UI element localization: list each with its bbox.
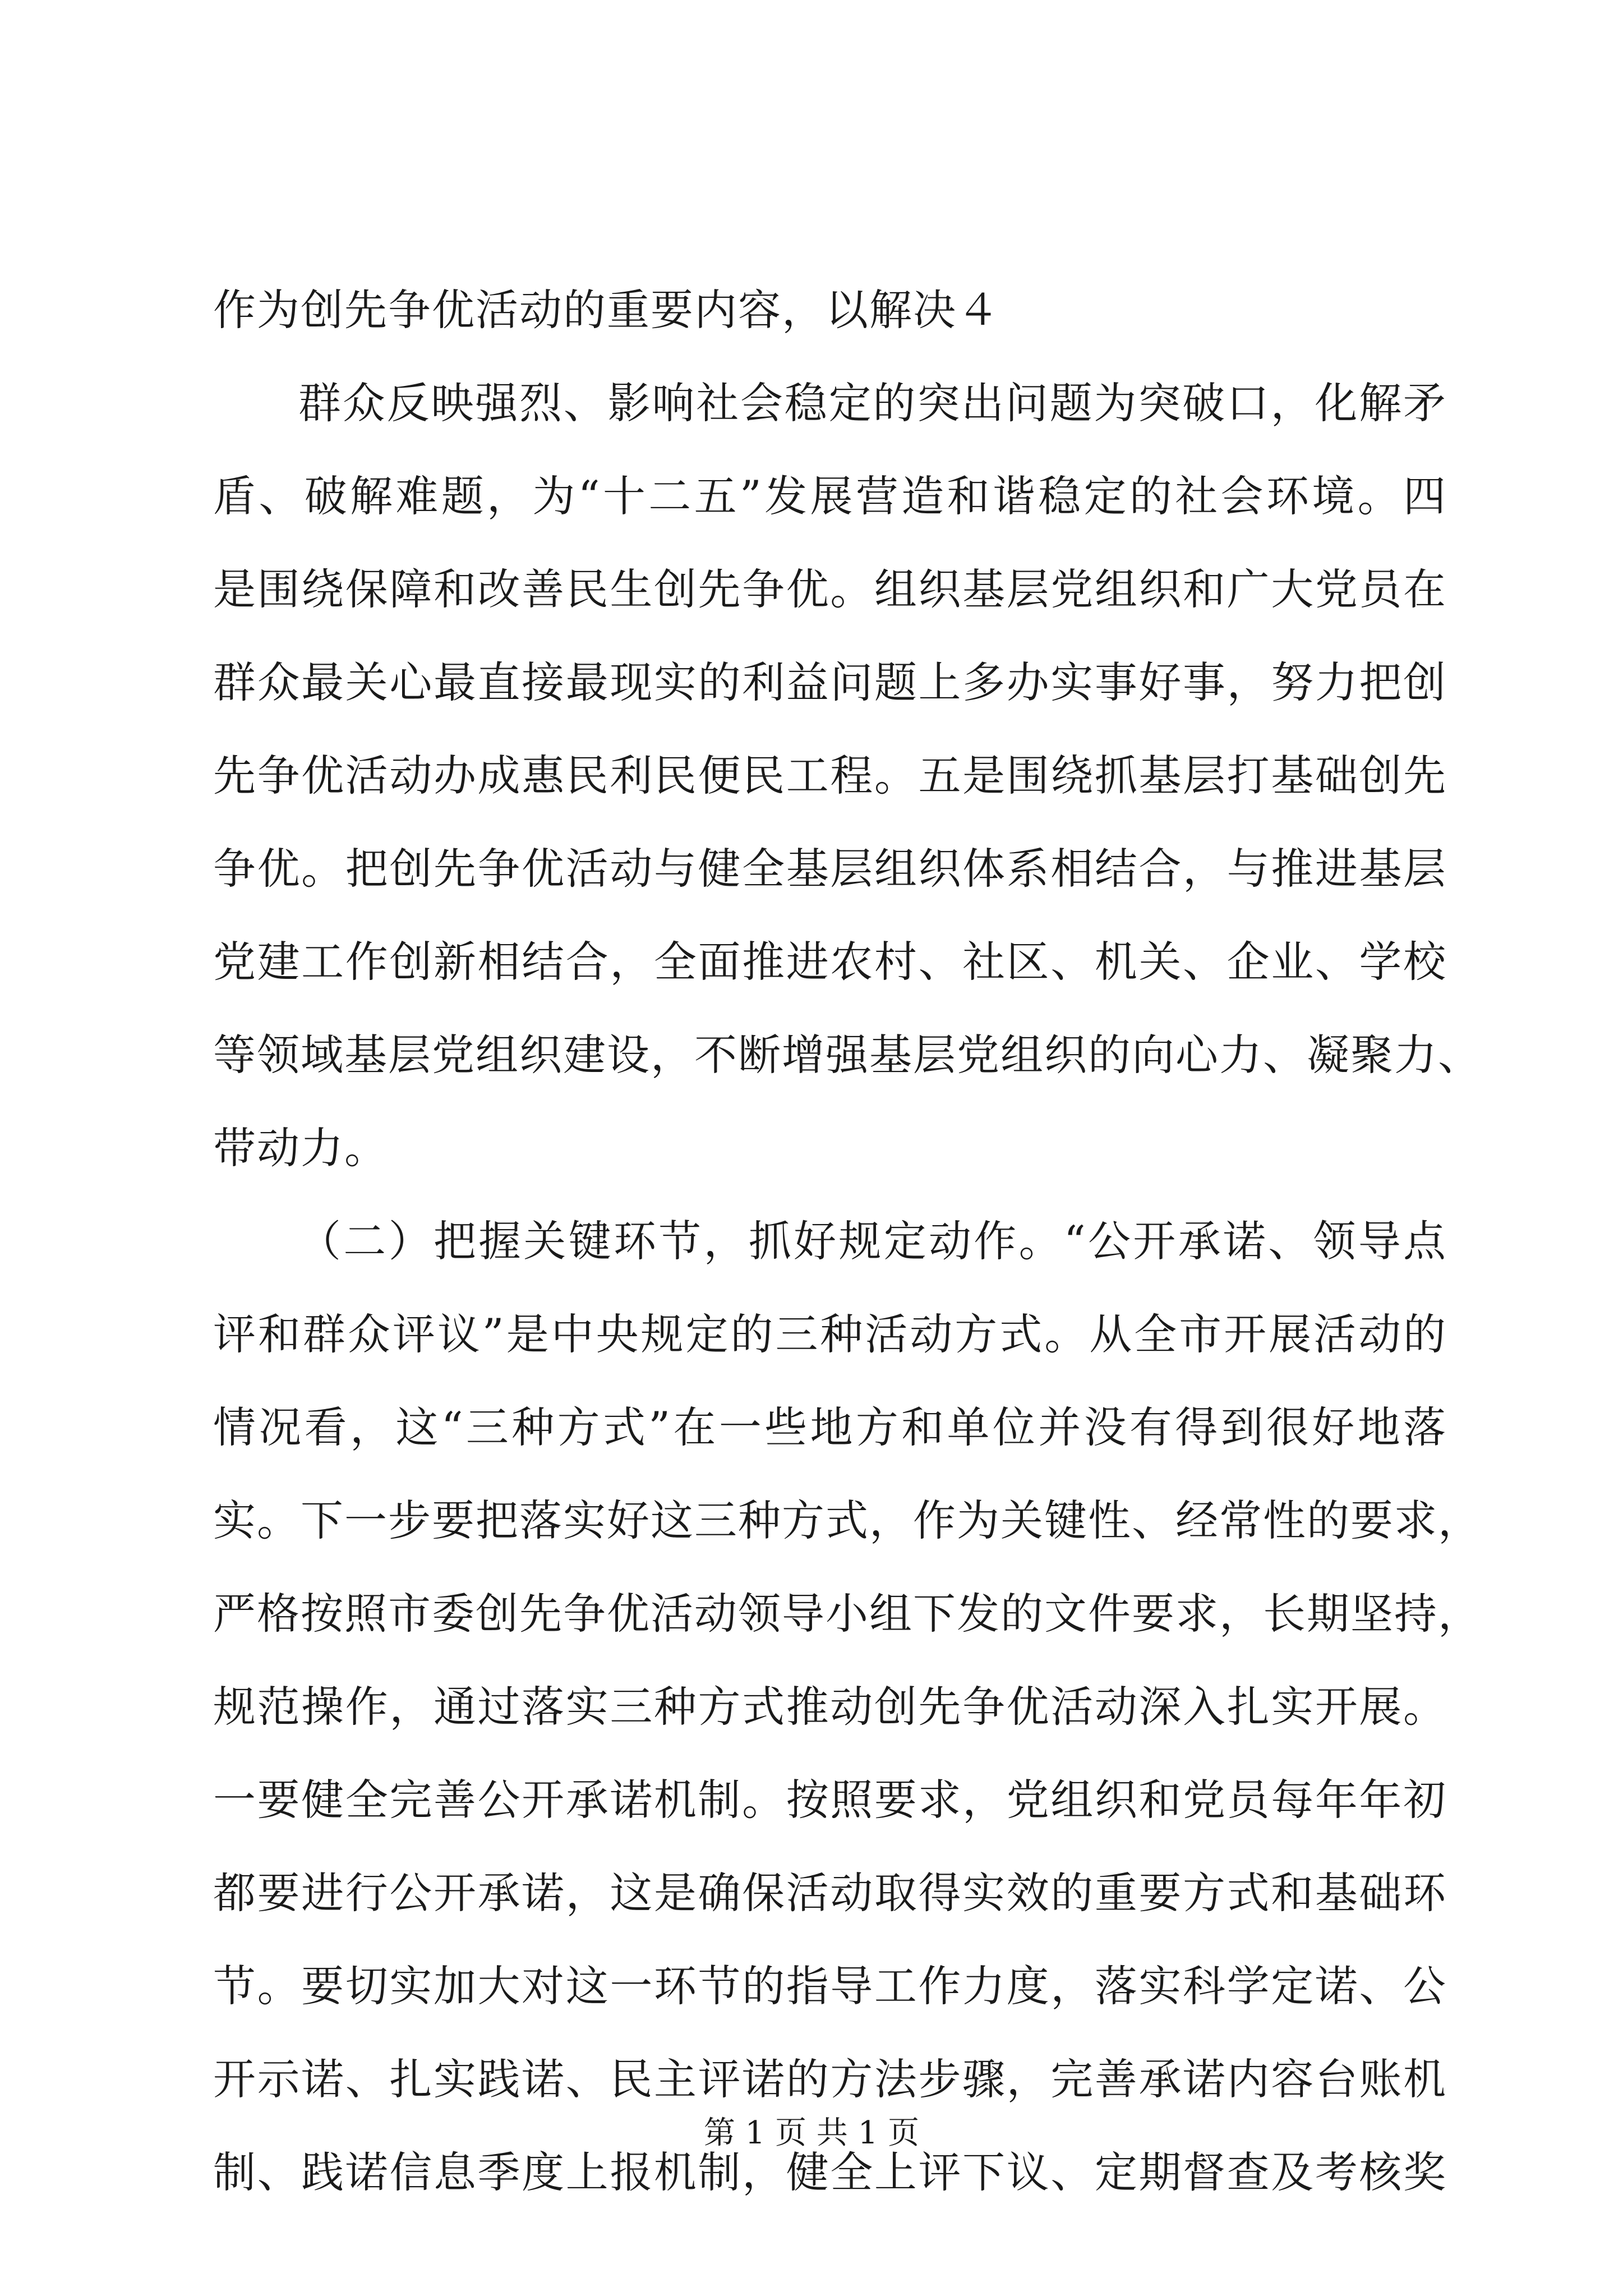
text-line: 党建工作创新相结合，全面推进农村、社区、机关、企业、学校 bbox=[213, 937, 1447, 987]
text-line: 节。要切实加大对这一环节的指导工作力度，落实科学定诺、公 bbox=[213, 1961, 1447, 2011]
text-line: 群众最关心最直接最现实的利益问题上多办实事好事，努力把创 bbox=[213, 657, 1447, 707]
text-line: 等领域基层党组织建设，不断增强基层党组织的向心力、凝聚力、 bbox=[213, 1030, 1482, 1080]
text-line: 盾、破解难题，为“十二五”发展营造和谐稳定的社会环境。四 bbox=[213, 471, 1447, 521]
text-line: 实。下一步要把落实好这三种方式，作为关键性、经常性的要求， bbox=[213, 1496, 1482, 1545]
text-line: 作为创先争优活动的重要内容，以解决４ bbox=[213, 285, 1000, 335]
text-line: 带动力。 bbox=[213, 1123, 388, 1173]
text-line: 一要健全完善公开承诺机制。按照要求，党组织和党员每年年初 bbox=[213, 1775, 1447, 1825]
text-line: （二）把握关键环节，抓好规定动作。“公开承诺、领导点 bbox=[298, 1216, 1447, 1266]
text-line: 评和群众评议”是中央规定的三种活动方式。从全市开展活动的 bbox=[213, 1309, 1447, 1359]
text-line: 先争优活动办成惠民利民便民工程。五是围绕抓基层打基础创先 bbox=[213, 751, 1447, 800]
text-line: 规范操作，通过落实三种方式推动创先争优活动深入扎实开展。 bbox=[213, 1682, 1447, 1732]
text-line: 都要进行公开承诺，这是确保活动取得实效的重要方式和基础环 bbox=[213, 1868, 1447, 1918]
text-line: 是围绕保障和改善民生创先争优。组织基层党组织和广大党员在 bbox=[213, 564, 1447, 614]
text-line: 开示诺、扎实践诺、民主评诺的方法步骤，完善承诺内容台账机 bbox=[213, 2054, 1447, 2104]
page-number-label: 第 1 页 共 1 页 bbox=[703, 2115, 920, 2151]
text-line: 情况看，这“三种方式”在一些地方和单位并没有得到很好地落 bbox=[213, 1402, 1447, 1452]
page-footer bbox=[0, 2114, 1623, 2153]
text-line: 严格按照市委创先争优活动领导小组下发的文件要求，长期坚持， bbox=[213, 1589, 1482, 1639]
text-line: 制、践诺信息季度上报机制，健全上评下议、定期督查及考核奖 bbox=[213, 2147, 1447, 2197]
body-text bbox=[213, 264, 1482, 2219]
text-line: 争优。把创先争优活动与健全基层组织体系相结合，与推进基层 bbox=[213, 844, 1447, 894]
text-line: 群众反映强烈、影响社会稳定的突出问题为突破口，化解矛 bbox=[298, 378, 1447, 428]
